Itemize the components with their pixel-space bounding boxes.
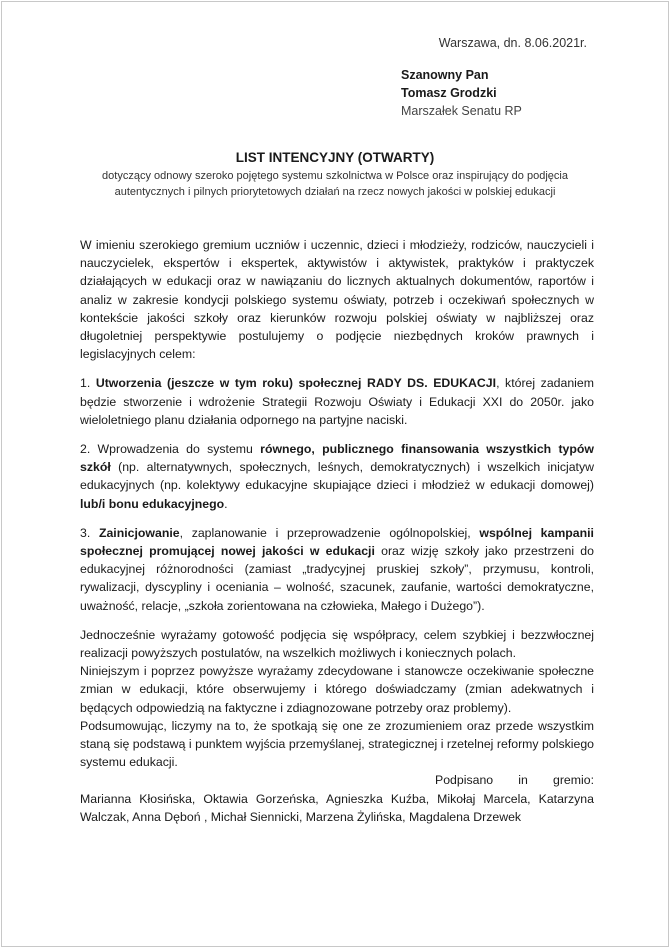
- point-2-text-b: (np. alternatywnych, społecznych, leśnych, demokratycznych) i wszelkich inicjatyw edukacyjnych (np. kolektywy edukacyjne skupiające dzieci i młodzież w edukacji domowej): [80, 460, 594, 493]
- point-2-text-c: .: [224, 496, 228, 511]
- letter-page: [1, 1, 669, 947]
- letter-body: [80, 236, 594, 826]
- point-3-text-a: 3.: [80, 525, 99, 540]
- signed-in-gremio: Podpisano in gremio:: [435, 773, 594, 788]
- letter-subtitle: dotyczący odnowy szeroko pojętego systemu szkolnictwa w Polsce oraz inspirujący do podjęcia autentycznych i pilnych priorytetowych działań na rzecz nowych jakości w polskiej edukacji: [102, 170, 568, 198]
- closing-paragraph-3: Podsumowując, liczymy na to, że spotkają się one ze zrozumieniem oraz przede wszystkim staną się podstawą i punktem wyjścia przemyślanej, strategicznej i rzetelnej reformy polskiego systemu edukacji.: [80, 718, 594, 770]
- point-2-bold-2: lub/i bonu edukacyjnego: [80, 496, 225, 511]
- recipient-title: Marszałek Senatu RP: [401, 104, 522, 118]
- recipient-salutation: Szanowny Pan: [401, 68, 489, 82]
- recipient-block: [401, 66, 522, 120]
- point-1-text: , której zadaniem będzie stworzenie i wdrożenie Strategii Rozwoju Oświaty i Edukacji XXI do 2050r. jako wieloletniego planu działania odpornego na partyjne naciski.: [80, 376, 594, 427]
- point-3-bold-2: wspólnej kampanii społecznej promującej nowej jakości w edukacji: [80, 525, 594, 559]
- letter-title: LIST INTENCYJNY (OTWARTY): [235, 150, 435, 165]
- point-2: [80, 440, 594, 513]
- point-3-text-c: oraz wizję szkoły jako przestrzeni do edukacyjnej różnorodności (zamiast „tradycyjnej pruskiej szkoły”, przymusu, kontroli, rywalizacji, dyscypliny i oceniania – wolność, szacunek, zaufanie, wartości demokratyczne, uważność, relacje, „szkoła zorientowana na człowieka, Małego i Dużego”).: [80, 544, 594, 613]
- point-3: [80, 524, 594, 615]
- point-3-text-b: , zaplanowanie i przeprowadzenie ogólnopolskiej,: [179, 525, 480, 540]
- point-1-bold: Utworzenia (jeszcze w tym roku) społecznej RADY DS. EDUKACJI: [95, 376, 497, 391]
- intro-paragraph: W imieniu szerokiego gremium uczniów i uczennic, dzieci i młodzieży, rodziców, nauczycieli i nauczycielek, ekspertów i ekspertek, aktywistów i aktywistek, praktyków i praktyczek działających w edukacji oraz w nawiązaniu do licznych aktualnych dokumentów, raportów i analiz w zakresie kondycji polskiego systemu oświaty, potrzeb i oczekiwań społecznych w kontekście jakości szkoły oraz kierunków rozwoju polskiej oświaty w najbliższej oraz długoletniej perspektywie postulujemy o podjęcie niezbędnych kroków prawnych i legislacyjnych celem:: [80, 238, 594, 362]
- closing-paragraph-2: Niniejszym i poprzez powyższe wyrażamy zdecydowane i stanowcze oczekiwanie społeczne zmian w edukacji, które obserwujemy i którego doświadczamy (zmian adekwatnych i będących odpowiedzią na faktyczne i zdiagnozowane potrzeby oraz problemy).: [80, 664, 594, 715]
- point-2-text-a: 2. Wprowadzenia do systemu: [80, 442, 261, 457]
- point-1: [80, 374, 594, 429]
- point-1-number: 1.: [80, 376, 96, 391]
- signatories-list: Marianna Kłosińska, Oktawia Gorzeńska, Agnieszka Kuźba, Mikołaj Marcela, Katarzyna Walczak, Anna Dęboń , Michał Siennicki, Marzena Żylińska, Magdalena Drzewek: [80, 791, 594, 824]
- letter-date: Warszawa, dn. 8.06.2021r.: [438, 36, 587, 50]
- recipient-name: Tomasz Grodzki: [401, 86, 497, 100]
- closing-paragraph-1: Jednocześnie wyrażamy gotowość podjęcia się współpracy, celem szybkiej i bezzwłocznej realizacji powyższych postulatów, na wszelkich możliwych i koniecznych polach.: [80, 627, 594, 661]
- point-3-bold-1: Zainicjowanie: [98, 525, 180, 540]
- point-2-bold-1: równego, publicznego finansowania wszystkich typów szkół: [80, 442, 594, 475]
